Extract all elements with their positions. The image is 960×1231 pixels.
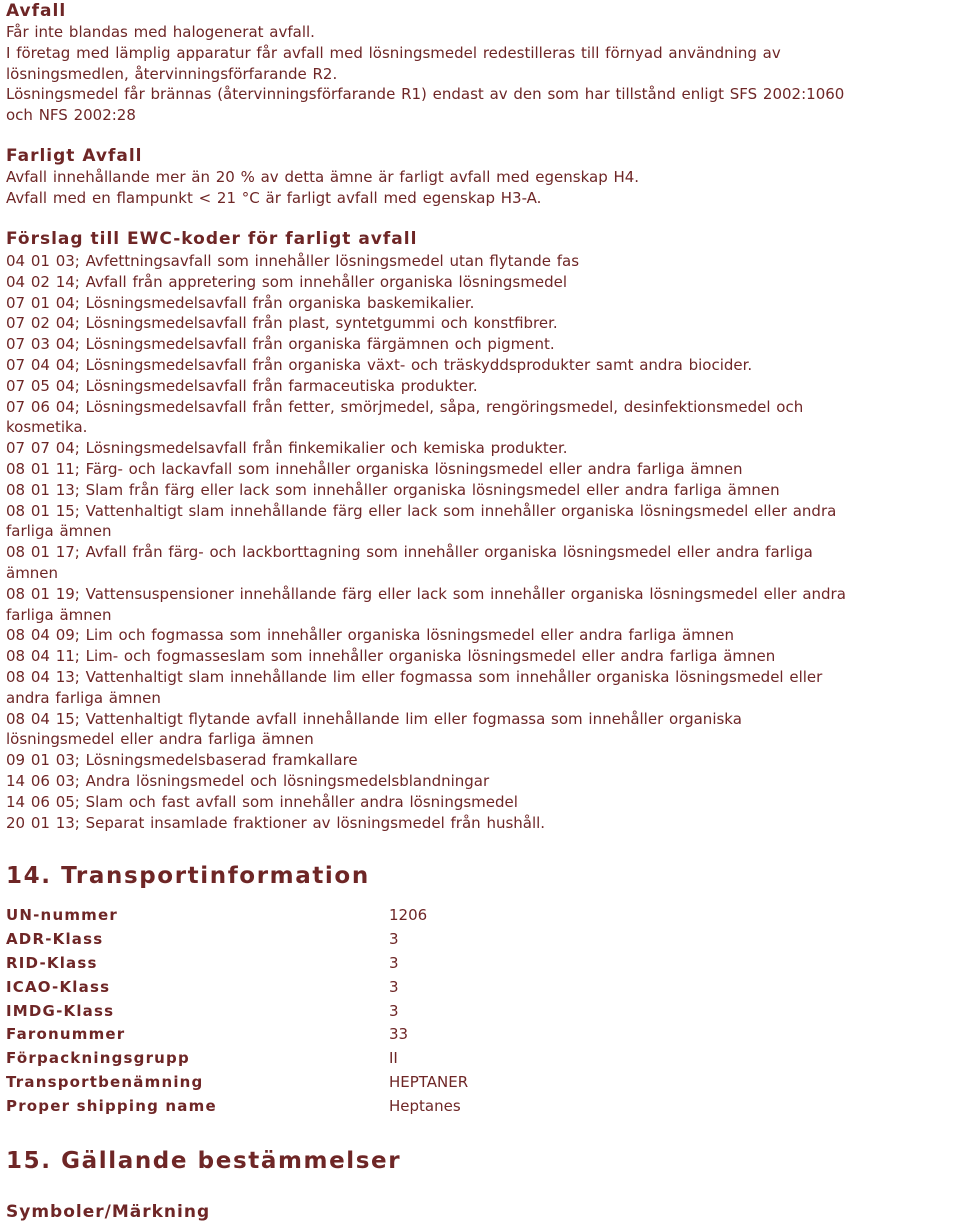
transport-value: 1206 [389,905,428,924]
transport-row [6,999,706,1023]
ewc-code-line: ämnen [6,563,59,582]
section-farligt-avfall [6,145,956,209]
transport-value: Heptanes [389,1097,461,1116]
symbols-heading: Symboler/Märkning [6,1202,211,1222]
transport-section-heading: 14. Transportinformation [6,863,370,889]
ewc-code-line: 07 05 04; Lösningsmedelsavfall från farmaceutiska produkter. [6,376,478,395]
transport-label: RID-Klass [6,953,98,972]
ewc-code-line: lösningsmedel eller andra farliga ämnen [6,730,314,749]
ewc-code-line: 07 02 04; Lösningsmedelsavfall från plast, syntetgummi och konstfibrer. [6,314,558,333]
ewc-code-line: 07 07 04; Lösningsmedelsavfall från finkemikalier och kemiska produkter. [6,439,568,458]
avfall-line: Får inte blandas med halogenerat avfall. [6,23,315,41]
transport-row [6,927,706,951]
ewc-code-line: 20 01 13; Separat insamlade fraktioner av lösningsmedel från hushåll. [6,813,546,832]
ewc-code-line: 09 01 03; Lösningsmedelsbaserad framkallare [6,751,358,770]
ewc-code-line: 08 01 11; Färg- och lackavfall som innehåller organiska lösningsmedel eller andra farliga ämnen [6,459,743,478]
ewc-code-line: andra farliga ämnen [6,688,161,707]
avfall-line: och NFS 2002:28 [6,106,136,125]
avfall-line: I företag med lämplig apparatur får avfall med lösningsmedel redestilleras till förnyad användning av [6,43,781,62]
section-avfall [6,0,956,126]
transport-value: HEPTANER [389,1073,469,1092]
ewc-code-line: 08 01 19; Vattensuspensioner innehållande färg eller lack som innehåller organiska lösningsmedel eller andra [6,584,846,603]
transport-value: 33 [389,1025,409,1044]
ewc-code-line: 14 06 03; Andra lösningsmedel och lösningsmedelsblandningar [6,771,490,790]
farligt-avfall-line: Avfall med en flampunkt < 21 °C är farligt avfall med egenskap H3-A. [6,188,542,207]
transport-label: UN-nummer [6,905,118,924]
transport-value: 3 [389,977,399,996]
ewc-code-line: 04 01 03; Avfettningsavfall som innehåller lösningsmedel utan flytande fas [6,252,580,270]
transport-row [6,951,706,975]
transport-label: IMDG-Klass [6,1001,115,1020]
transport-label: Förpackningsgrupp [6,1049,190,1068]
section-ewc-codes [6,228,956,833]
transport-value: 3 [389,929,399,948]
transport-row [6,975,706,999]
farligt-avfall-line: Avfall innehållande mer än 20 % av detta ämne är farligt avfall med egenskap H4. [6,168,640,186]
transport-value: 3 [389,953,399,972]
ewc-code-line: 04 02 14; Avfall från appretering som innehåller organiska lösningsmedel [6,272,567,291]
ewc-code-line: 08 01 15; Vattenhaltigt slam innehållande färg eller lack som innehåller organiska lösningsmedel eller andra [6,501,837,520]
transport-value: II [389,1049,398,1068]
avfall-line: lösningsmedlen, återvinningsförfarande R2. [6,64,338,83]
ewc-code-line: 08 01 13; Slam från färg eller lack som innehåller organiska lösningsmedel eller andra farliga ämnen [6,480,780,499]
ewc-code-line: 08 04 15; Vattenhaltigt flytande avfall innehållande lim eller fogmassa som innehåller organiska [6,709,742,728]
ewc-code-line: 08 04 11; Lim- och fogmasseslam som innehåller organiska lösningsmedel eller andra farliga ämnen [6,647,776,666]
ewc-code-list [6,251,956,833]
ewc-code-line: 08 04 13; Vattenhaltigt slam innehållande lim eller fogmassa som innehåller organiska lösningsmedel eller [6,667,823,686]
ewc-code-line: 08 04 09; Lim och fogmassa som innehåller organiska lösningsmedel eller andra farliga ämnen [6,626,735,645]
avfall-line: Lösningsmedel får brännas (återvinningsförfarande R1) endast av den som har tillstånd enligt SFS 2002:1060 [6,85,845,104]
transport-value: 3 [389,1001,399,1020]
ewc-code-line: 07 01 04; Lösningsmedelsavfall från organiska baskemikalier. [6,293,475,312]
ewc-heading: Förslag till EWC-koder för farligt avfall [6,229,418,249]
transport-label: Faronummer [6,1025,126,1044]
transport-label: Transportbenämning [6,1073,204,1092]
regulations-section-heading: 15. Gällande bestämmelser [6,1148,402,1174]
transport-row [6,1046,706,1070]
transport-row [6,1070,706,1094]
ewc-code-line: kosmetika. [6,418,88,437]
ewc-code-line: 08 01 17; Avfall från färg- och lackborttagning som innehåller organiska lösningsmedel eller andra farliga [6,543,813,562]
transport-table [6,903,706,1118]
avfall-heading: Avfall [6,1,67,21]
ewc-code-line: 07 03 04; Lösningsmedelsavfall från organiska färgämnen och pigment. [6,335,555,354]
transport-row [6,903,706,927]
ewc-code-line: farliga ämnen [6,522,112,541]
transport-row [6,1022,706,1046]
ewc-code-line: farliga ämnen [6,605,112,624]
farligt-avfall-heading: Farligt Avfall [6,146,143,166]
transport-label: Proper shipping name [6,1097,217,1116]
transport-label: ADR-Klass [6,929,104,948]
transport-label: ICAO-Klass [6,977,111,996]
transport-row [6,1094,706,1118]
ewc-code-line: 07 06 04; Lösningsmedelsavfall från fetter, smörjmedel, såpa, rengöringsmedel, desinfektionsmedel och [6,397,804,416]
ewc-code-line: 14 06 05; Slam och fast avfall som innehåller andra lösningsmedel [6,792,518,811]
ewc-code-line: 07 04 04; Lösningsmedelsavfall från organiska växt- och träskyddsprodukter samt andra biocider. [6,355,753,374]
